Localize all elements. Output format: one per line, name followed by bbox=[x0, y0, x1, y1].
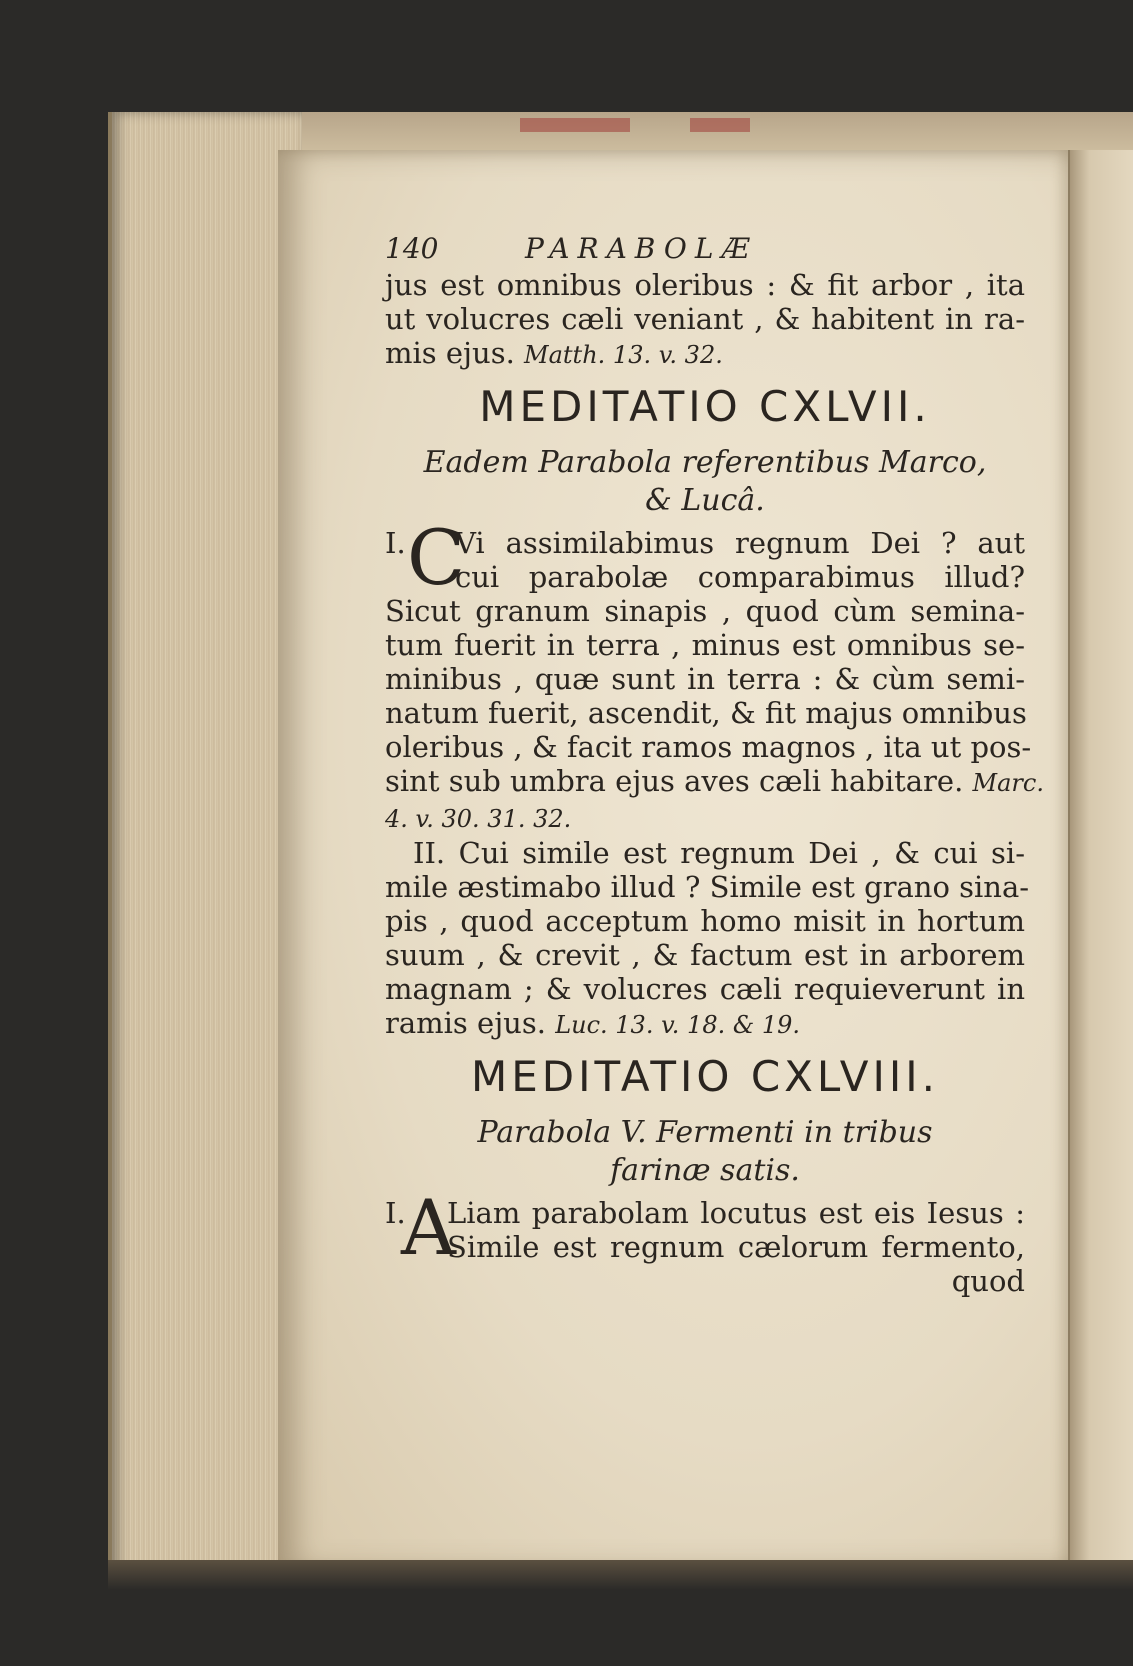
scripture-reference: Matth. 13. v. 32. bbox=[524, 341, 723, 369]
red-edge-mark bbox=[520, 118, 630, 132]
meditation-subtitle: & Lucâ. bbox=[645, 483, 765, 518]
page-number: 140 bbox=[385, 232, 439, 265]
text-line: minibus , quæ sunt in terra : & cùm semi- bbox=[385, 662, 1025, 696]
text-line: tum fuerit in terra , minus est omnibus se- bbox=[385, 628, 1025, 662]
catchword: quod bbox=[951, 1264, 1025, 1298]
page-block-edge bbox=[108, 112, 302, 1582]
meditation-subtitle: farinæ satis. bbox=[610, 1153, 800, 1188]
text-line: oleribus , & facit ramos magnos , ita ut pos- bbox=[385, 730, 1032, 764]
text-line bbox=[385, 336, 1025, 372]
scripture-reference: Luc. 13. v. 18. & 19. bbox=[555, 1011, 801, 1039]
paragraph bbox=[385, 1183, 1025, 1272]
text-line: mile æstimabo illud ? Simile est grano sina- bbox=[385, 870, 1030, 904]
drop-capital: A bbox=[401, 1183, 456, 1272]
text-line: suum , & crevit , & factum est in arborem bbox=[385, 938, 1025, 972]
text-line-words: Cui simile est regnum Dei , & cui si- bbox=[458, 836, 1025, 870]
text-line bbox=[385, 1006, 1025, 1042]
text-line-words: ramis ejus. bbox=[385, 1006, 546, 1040]
page-text bbox=[385, 232, 1044, 1298]
paragraph bbox=[385, 513, 1025, 602]
text-line: Liam parabolam locutus est eis Iesus : bbox=[447, 1196, 1025, 1230]
paragraph-numeral: II. bbox=[413, 836, 446, 870]
running-title: PARABOLÆ bbox=[525, 232, 758, 265]
text-line-words: sint sub umbra ejus aves cæli habitare. bbox=[385, 764, 964, 798]
text-line: natum fuerit, ascendit, & fit majus omnibus bbox=[385, 696, 1027, 730]
facing-page-edge bbox=[1068, 150, 1133, 1580]
text-line: cui parabolæ comparabimus illud? bbox=[455, 560, 1025, 594]
page-header bbox=[385, 232, 1025, 268]
meditation-heading: MEDITATIO CXLVIII. bbox=[471, 1052, 939, 1101]
text-line-words: mis ejus. bbox=[385, 336, 515, 370]
text-line: magnam ; & volucres cæli requieverunt in bbox=[385, 972, 1025, 1006]
text-line: Sicut granum sinapis , quod cùm semina- bbox=[385, 594, 1025, 628]
text-line: Vi assimilabimus regnum Dei ? aut bbox=[455, 526, 1025, 560]
meditation-subtitle: Eadem Parabola referentibus Marco, bbox=[423, 445, 987, 480]
text-line: ut volucres cæli veniant , & habitent in ra- bbox=[385, 302, 1025, 336]
meditation-subtitle: Parabola V. Fermenti in tribus bbox=[477, 1115, 933, 1150]
scripture-reference: 4. v. 30. 31. 32. bbox=[385, 805, 572, 833]
drop-capital: C bbox=[407, 513, 466, 602]
scripture-reference: Marc. bbox=[972, 769, 1044, 797]
text-line bbox=[385, 800, 1025, 836]
text-line: pis , quod acceptum homo misit in hortum bbox=[385, 904, 1025, 938]
text-line bbox=[385, 764, 1044, 800]
red-edge-mark bbox=[690, 118, 750, 132]
text-line: Simile est regnum cælorum fermento, bbox=[447, 1230, 1025, 1264]
text-line: jus est omnibus oleribus : & fit arbor , ita bbox=[385, 268, 1025, 302]
book-bottom-shadow bbox=[108, 1560, 1133, 1590]
paragraph-numeral: I. bbox=[385, 526, 406, 560]
text-line bbox=[385, 836, 1025, 870]
paragraph-numeral: I. bbox=[385, 1196, 406, 1230]
meditation-heading: MEDITATIO CXLVII. bbox=[479, 382, 931, 431]
